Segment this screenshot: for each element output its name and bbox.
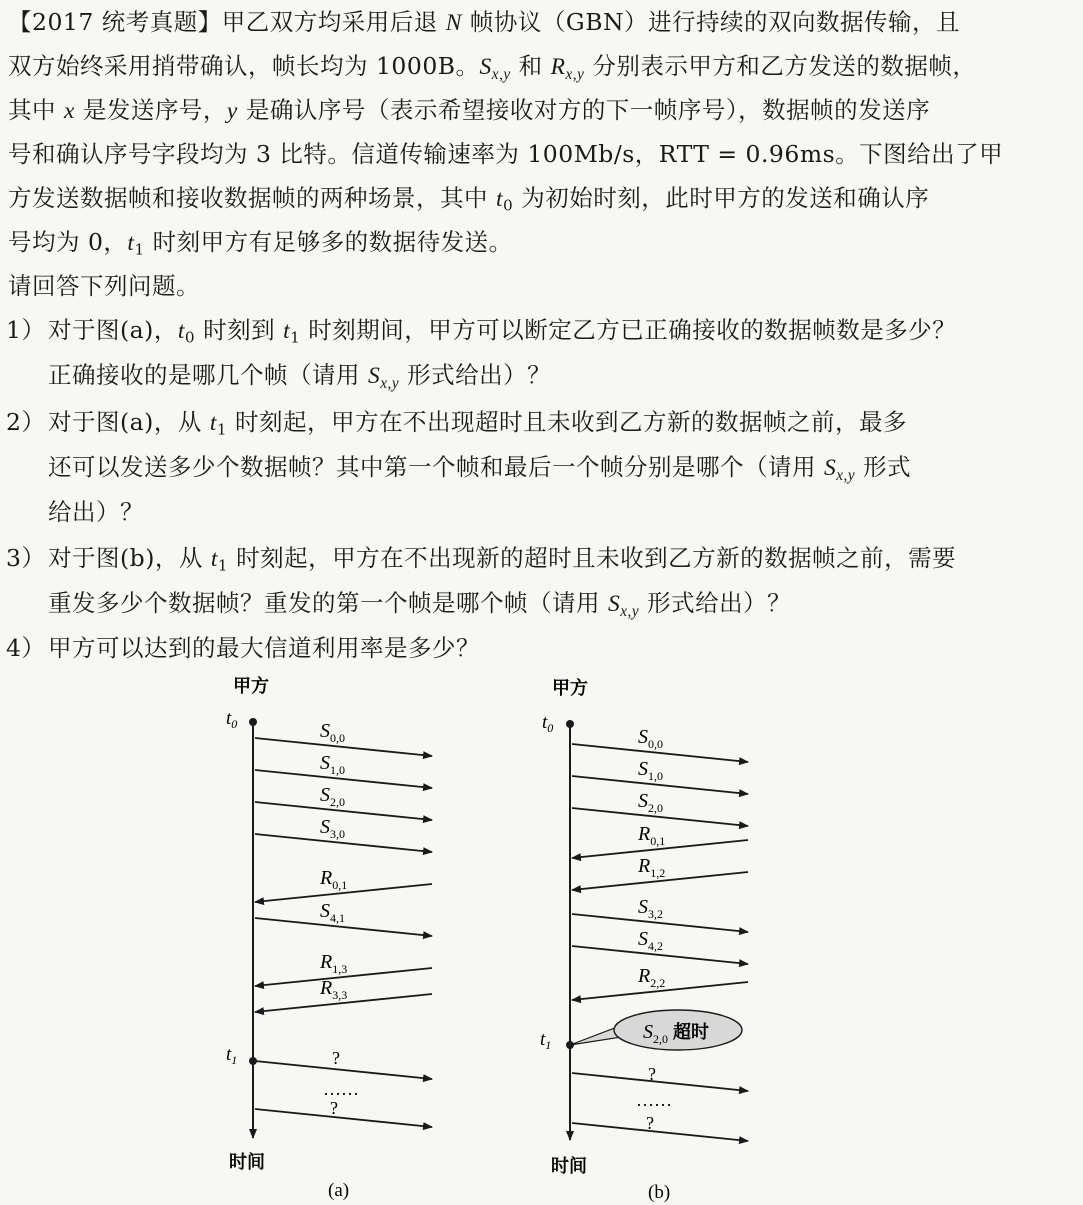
frame-arrows-a: [255, 720, 432, 1127]
after-t1-label: ?: [648, 1064, 656, 1084]
frame-label: $R_{2,2}$: [638, 965, 666, 990]
after-t1-arrow: [255, 1061, 432, 1079]
frame-label: $R_{0,1}$: [320, 867, 348, 892]
after-t1-label: ?: [330, 1098, 338, 1118]
intro-line-2: 双方始终采用捎带确认，帧长均为 1000B。$S_{x,y}$ 和 $R_{x,y}$ 分别表示甲方和乙方发送的数据帧，: [8, 52, 977, 83]
after-t1-label: ……: [636, 1090, 672, 1110]
frame-label: $S_{3,2}$: [638, 896, 663, 921]
frame-label: $S_{2,0}$: [638, 790, 663, 815]
frame-label: $R_{1,2}$: [638, 855, 666, 880]
recv-frame-R1-3: [255, 951, 432, 986]
send-frame-S0-0: [572, 726, 748, 762]
party-label-a: 甲方: [233, 676, 269, 697]
send-frame-S0-0: [255, 720, 432, 756]
send-frame-S3-2: [572, 896, 748, 932]
recv-frame-R2-2: [572, 965, 748, 1000]
frame-label: $S_{3,0}$: [320, 816, 345, 841]
send-frame-S2-0: [255, 784, 432, 820]
frame-label: $S_{4,2}$: [638, 928, 663, 953]
time-label-b: 时间: [551, 1156, 587, 1177]
frame-label: $R_{3,3}$: [320, 977, 348, 1002]
question-4: 4） 甲方可以达到的最大信道利用率是多少？: [6, 634, 480, 662]
send-frame-S1-0: [255, 752, 432, 788]
timeout-bubble: [570, 1010, 742, 1050]
timeout-text: 超时: [673, 1022, 709, 1043]
question-1: 1） 对于图(a)，$t_0$ 时刻到 $t_1$ 时刻期间，甲方可以断定乙方已正确接收的数据帧数是多少？ 正确接收的是哪几个帧（请用 $S_{x,y}$ 形式给出）？: [6, 316, 957, 392]
after-t1-arrow: [255, 1109, 432, 1127]
question-3: 3） 对于图(b)，从 $t_1$ 时刻起，甲方在不出现新的超时且未收到乙方新的数据帧之前，需要 重发多少个数据帧？重发的第一个帧是哪个帧（请用 $S_{x,y}$ 形式给出）？: [6, 544, 957, 620]
after-t1-arrow: [572, 1123, 748, 1141]
intro-line-6: 号均为 0，$t_1$ 时刻甲方有足够多的数据待发送。: [8, 228, 513, 259]
t0-label-a: $t_0$: [226, 708, 238, 731]
after-t1-label: ?: [332, 1048, 340, 1068]
recv-frame-R3-3: [255, 977, 432, 1012]
t1-label-a: $t_1$: [226, 1044, 238, 1067]
timeout-frame-label: $S_{2,0}$: [643, 1021, 668, 1046]
send-frame-S1-0: [572, 758, 748, 794]
send-frame-S4-1: [255, 900, 432, 936]
t0-label-b: $t_0$: [542, 712, 554, 735]
t0-dot-b: [566, 720, 574, 728]
t0-dot-a: [249, 718, 257, 726]
recv-frame-R1-2: [572, 855, 748, 890]
figure-b: [520, 668, 790, 1205]
frame-label: $S_{0,0}$: [320, 720, 345, 745]
recv-frame-R0-1: [255, 867, 432, 902]
figure-a: [200, 668, 460, 1205]
after-t1-arrow: [572, 1073, 748, 1091]
frame-label: $S_{1,0}$: [638, 758, 663, 783]
problem-intro: [8, 0, 1078, 308]
after-t1-label: ?: [646, 1113, 654, 1133]
t1-label-b: $t_1$: [540, 1029, 552, 1052]
frame-label: $S_{0,0}$: [638, 726, 663, 751]
frame-arrows-b: [572, 726, 748, 1141]
send-frame-S3-0: [255, 816, 432, 852]
send-frame-S2-0: [572, 790, 748, 826]
party-label-b: 甲方: [552, 678, 588, 699]
intro-line-5: 方发送数据帧和接收数据帧的两种场景，其中 $t_0$ 为初始时刻，此时甲方的发送和确认序: [8, 184, 930, 215]
frame-label: $R_{0,1}$: [638, 823, 666, 848]
caption-b: (b): [648, 1182, 671, 1203]
prompt: 请回答下列问题。: [8, 272, 200, 300]
source-tag: 【2017 统考真题】: [8, 8, 222, 36]
after-t1-label: ……: [323, 1079, 359, 1099]
frame-label: $S_{1,0}$: [320, 752, 345, 777]
caption-a: (a): [328, 1180, 350, 1201]
recv-frame-R0-1: [572, 823, 748, 858]
intro-line-1: 【2017 统考真题】甲乙双方均采用后退 N 帧协议（GBN）进行持续的双向数据传输，且: [8, 8, 961, 36]
frame-label: $S_{4,1}$: [320, 900, 345, 925]
frame-label: $R_{1,3}$: [320, 951, 348, 976]
question-2: 2） 对于图(a)，从 $t_1$ 时刻起，甲方在不出现超时且未收到乙方新的数据帧之前，最多 还可以发送多少个数据帧？其中第一个帧和最后一个帧分别是哪个（请用 $S_{x,y}$ 形式 给出）？: [6, 408, 912, 526]
time-label-a: 时间: [229, 1152, 265, 1173]
intro-line-4: 号和确认序号字段均为 3 比特。信道传输速率为 100Mb/s，RTT = 0.96ms。下图给出了甲: [8, 140, 1004, 168]
send-frame-S4-2: [572, 928, 748, 964]
frame-label: $S_{2,0}$: [320, 784, 345, 809]
intro-line-3: 其中 x 是发送序号，y 是确认序号（表示希望接收对方的下一帧序号），数据帧的发送序: [8, 96, 931, 124]
